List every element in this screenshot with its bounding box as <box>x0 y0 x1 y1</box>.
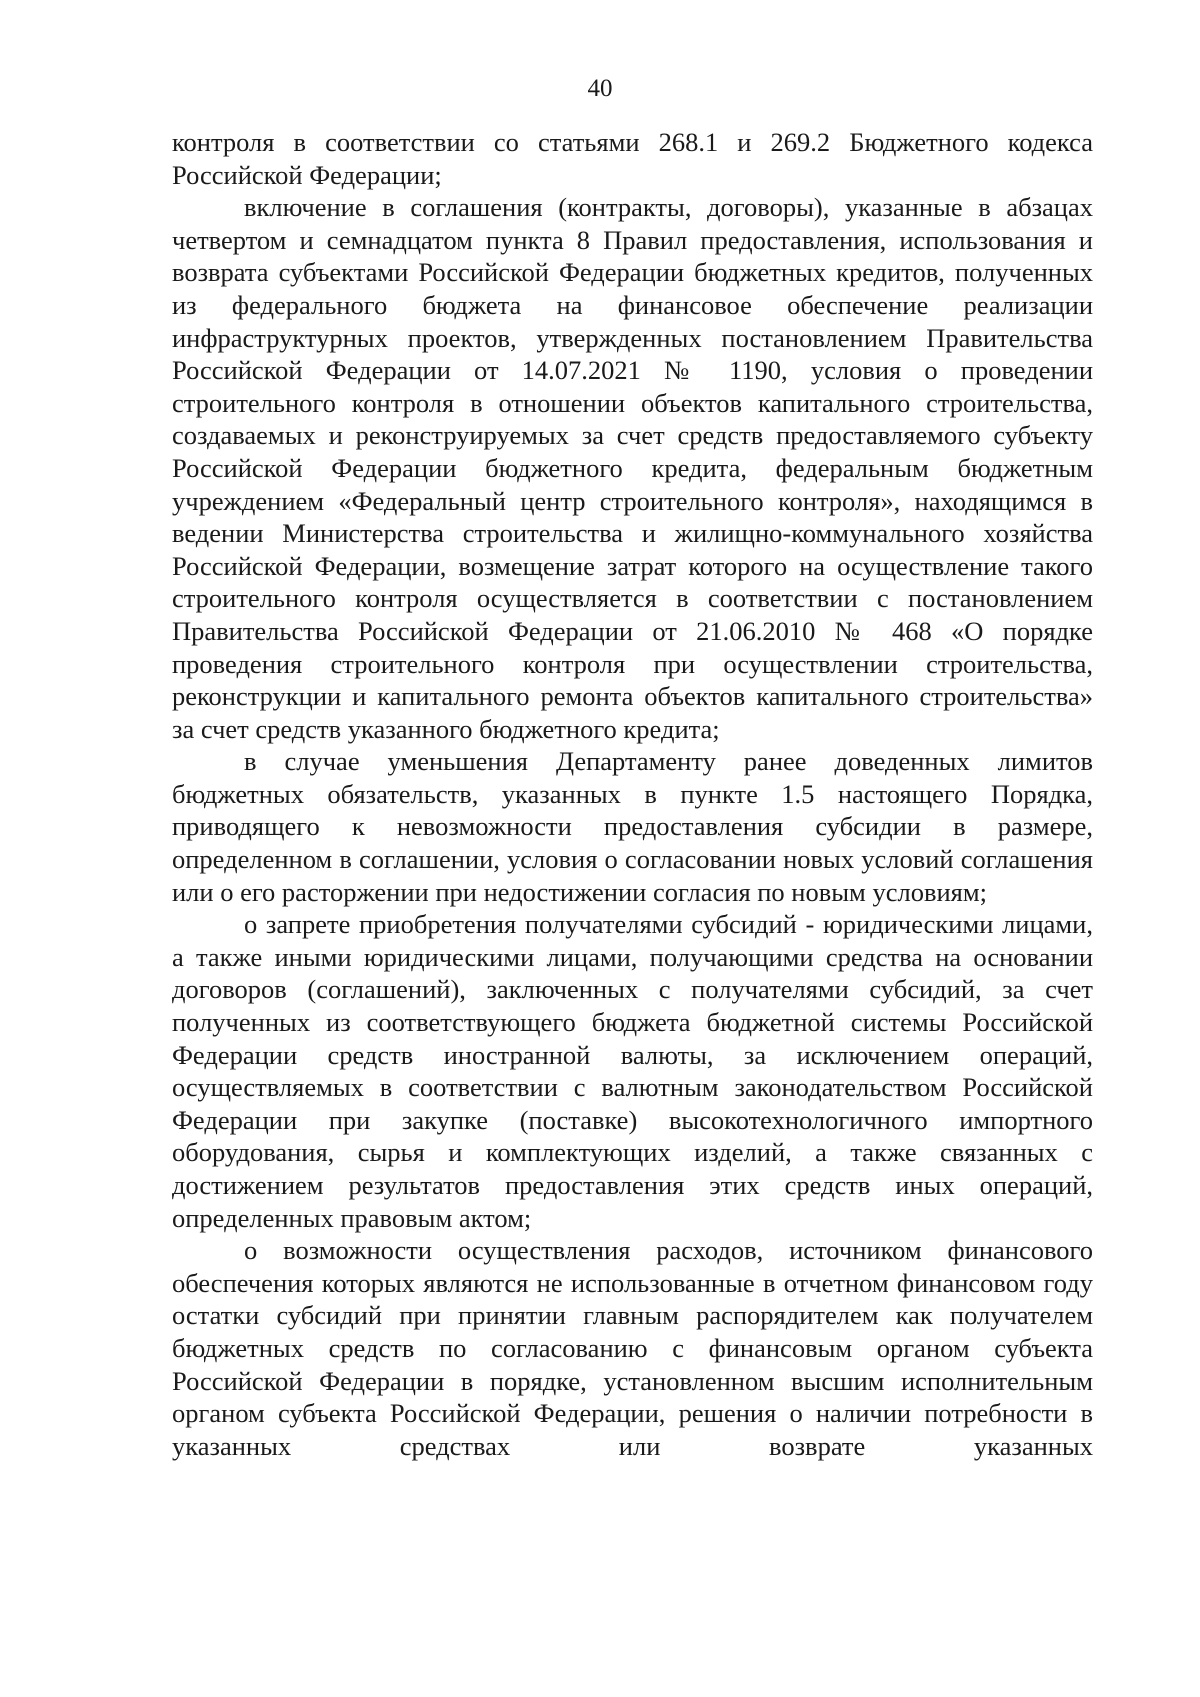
paragraph-5: о возможности осуществления расходов, источником финансового обеспечения которых являются не использованные в отчетном финансовом году остатки субсидий при принятии главным распорядителем как получателем бюджетных средств по согласованию с финансовым органом субъекта Российской Федерации в порядке, установленном высшим исполнительным органом субъекта Российской Федерации, решения о наличии потребности в указанных средствах или возврате указанных <box>172 1235 1093 1461</box>
document-body <box>172 126 1093 1462</box>
paragraph-2: включение в соглашения (контракты, договоры), указанные в абзацах четвертом и семнадцатом пункта 8 Правил предоставления, использования и возврата субъектами Российской Федерации бюджетных кредитов, полученных из федерального бюджета на финансовое обеспечение реализации инфраструктурных проектов, утвержденных постановлением Правительства Российской Федерации от 14.07.2021 № 1190, условия о проведении строительного контроля в отношении объектов капитального строительства, создаваемых и реконструируемых за счет средств предоставляемого субъекту Российской Федерации бюджетного кредита, федеральным бюджетным учреждением «Федеральный центр строительного контроля», находящимся в ведении Министерства строительства и жилищно-коммунального хозяйства Российской Федерации, возмещение затрат которого на осуществление такого строительного контроля осуществляется в соответствии с постановлением Правительства Российской Федерации от 21.06.2010 № 468 «О порядке проведения строительного контроля при осуществлении строительства, реконструкции и капитального ремонта объектов капитального строительства» за счет средств указанного бюджетного кредита; <box>172 192 1093 744</box>
paragraph-4: о запрете приобретения получателями субсидий - юридическими лицами, а также иными юридическими лицами, получающими средства на основании договоров (соглашений), заключенных с получателями субсидий, за счет полученных из соответствующего бюджета бюджетной системы Российской Федерации средств иностранной валюты, за исключением операций, осуществляемых в соответствии с валютным законодательством Российской Федерации при закупке (поставке) высокотехнологичного импортного оборудования, сырья и комплектующих изделий, а также связанных с достижением результатов предоставления этих средств иных операций, определенных правовым актом; <box>172 909 1093 1233</box>
paragraph-1: контроля в соответствии со статьями 268.1 и 269.2 Бюджетного кодекса Российской Федерации; <box>172 127 1093 190</box>
page-number: 40 <box>587 75 613 102</box>
paragraph-3: в случае уменьшения Департаменту ранее доведенных лимитов бюджетных обязательств, указанных в пункте 1.5 настоящего Порядка, приводящего к невозможности предоставления субсидии в размере, определенном в соглашении, условия о согласовании новых условий соглашения или о его расторжении при недостижении согласия по новым условиям; <box>172 746 1093 907</box>
